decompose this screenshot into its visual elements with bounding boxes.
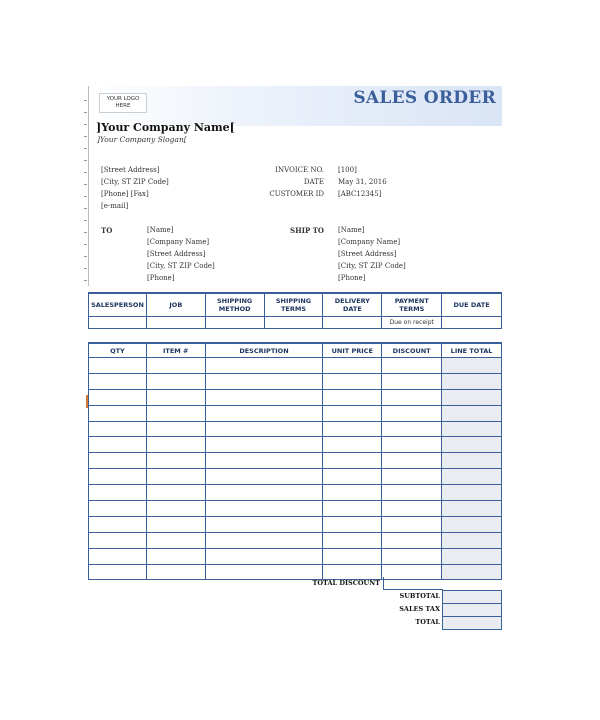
ship-to-phone[interactable]: [Phone] [338, 274, 366, 282]
ship-to-name[interactable]: [Name] [338, 226, 365, 234]
line-item-cell[interactable] [89, 485, 147, 501]
invoice-no-value[interactable]: [100] [338, 166, 357, 174]
table-row [89, 548, 502, 564]
line-item-cell[interactable] [205, 405, 323, 421]
sales-tax-label: SALES TAX [399, 605, 440, 613]
line-items-table [88, 342, 502, 580]
header-line-total: LINE TOTAL [442, 343, 502, 358]
header-discount: DISCOUNT [382, 343, 442, 358]
line-item-cell[interactable] [442, 389, 502, 405]
line-item-cell[interactable] [323, 469, 382, 485]
total-row [88, 616, 502, 629]
line-item-cell[interactable] [442, 501, 502, 517]
ship-to-company[interactable]: [Company Name] [338, 238, 401, 246]
line-item-cell[interactable] [382, 485, 442, 501]
date-value[interactable]: May 31, 2016 [338, 178, 387, 186]
cell-cursor-marker [86, 395, 88, 408]
shipping-method-cell[interactable] [205, 317, 264, 329]
header-payment-terms: PAYMENT TERMS [382, 293, 442, 317]
totals-section [88, 577, 502, 637]
logo-placeholder[interactable]: YOUR LOGO HERE [99, 93, 147, 113]
header-salesperson: SALESPERSON [89, 293, 147, 317]
line-item-cell[interactable] [442, 548, 502, 564]
date-label: DATE [303, 178, 324, 186]
table-row [89, 532, 502, 548]
line-item-cell[interactable] [89, 453, 147, 469]
line-item-cell[interactable] [89, 516, 147, 532]
line-item-cell[interactable] [323, 389, 382, 405]
header-shipping-method: SHIPPING METHOD [205, 293, 264, 317]
line-item-cell[interactable] [146, 532, 205, 548]
table-row [89, 469, 502, 485]
due-date-cell[interactable] [442, 317, 502, 329]
line-item-cell[interactable] [442, 373, 502, 389]
ship-to-label: SHIP TO [290, 226, 324, 235]
line-item-cell[interactable] [89, 501, 147, 517]
total-discount-row [88, 577, 502, 590]
line-item-cell[interactable] [442, 358, 502, 374]
line-item-cell[interactable] [146, 453, 205, 469]
total-cell[interactable] [442, 616, 502, 630]
line-item-cell[interactable] [146, 437, 205, 453]
ship-to-city[interactable]: [City, ST ZIP Code] [338, 262, 406, 270]
sales-tax-row [88, 603, 502, 616]
document-title: SALES ORDER [353, 88, 496, 108]
table-row [89, 358, 502, 374]
line-item-cell[interactable] [442, 405, 502, 421]
total-discount-label: TOTAL DISCOUNT [312, 579, 380, 587]
delivery-date-cell[interactable] [323, 317, 382, 329]
line-item-cell[interactable] [146, 548, 205, 564]
to-city[interactable]: [City, ST ZIP Code] [147, 262, 215, 270]
line-item-cell[interactable] [146, 389, 205, 405]
margin-ticks [84, 90, 88, 290]
line-item-cell[interactable] [382, 516, 442, 532]
salesperson-cell[interactable] [89, 317, 147, 329]
line-item-cell[interactable] [89, 405, 147, 421]
subtotal-cell[interactable] [442, 590, 502, 604]
line-item-cell[interactable] [382, 405, 442, 421]
line-item-cell[interactable] [205, 437, 323, 453]
line-item-cell[interactable] [205, 485, 323, 501]
company-city[interactable]: [City, ST ZIP Code] [101, 178, 169, 186]
line-item-cell[interactable] [382, 389, 442, 405]
line-item-cell[interactable] [323, 373, 382, 389]
line-item-cell[interactable] [382, 469, 442, 485]
company-phone-fax[interactable]: [Phone] [Fax] [101, 190, 149, 198]
to-name[interactable]: [Name] [147, 226, 174, 234]
line-item-cell[interactable] [323, 405, 382, 421]
line-item-cell[interactable] [323, 485, 382, 501]
line-item-cell[interactable] [89, 532, 147, 548]
subtotal-row [88, 590, 502, 603]
company-street[interactable]: [Street Address] [101, 166, 160, 174]
line-item-cell[interactable] [205, 421, 323, 437]
company-slogan[interactable]: ]Your Company Slogan[ [97, 135, 187, 144]
line-item-cell[interactable] [89, 421, 147, 437]
line-item-cell[interactable] [146, 516, 205, 532]
line-item-cell[interactable] [323, 421, 382, 437]
line-item-cell[interactable] [382, 421, 442, 437]
line-item-cell[interactable] [323, 453, 382, 469]
ship-to-street[interactable]: [Street Address] [338, 250, 397, 258]
line-item-cell[interactable] [442, 437, 502, 453]
table-row [89, 501, 502, 517]
line-item-cell[interactable] [205, 389, 323, 405]
line-item-cell[interactable] [442, 532, 502, 548]
line-item-cell[interactable] [146, 501, 205, 517]
table-row [89, 485, 502, 501]
to-label: TO [101, 226, 113, 235]
header-shipping-terms: SHIPPING TERMS [264, 293, 323, 317]
payment-terms-cell[interactable]: Due on receipt [382, 317, 442, 329]
to-street[interactable]: [Street Address] [147, 250, 206, 258]
line-item-cell[interactable] [382, 373, 442, 389]
invoice-no-label: INVOICE NO. [275, 166, 324, 174]
table-row [89, 437, 502, 453]
line-item-cell[interactable] [382, 437, 442, 453]
table-row [89, 453, 502, 469]
line-item-cell[interactable] [89, 469, 147, 485]
customer-id-value[interactable]: [ABC12345] [338, 190, 382, 198]
line-item-cell[interactable] [323, 532, 382, 548]
line-item-cell[interactable] [323, 501, 382, 517]
line-item-cell[interactable] [323, 516, 382, 532]
subtotal-label: SUBTOTAL [399, 592, 440, 600]
job-cell[interactable] [146, 317, 205, 329]
company-email[interactable]: [e-mail] [101, 202, 129, 210]
line-item-cell[interactable] [323, 548, 382, 564]
line-item-cell[interactable] [89, 437, 147, 453]
table-row [89, 405, 502, 421]
table-row [89, 373, 502, 389]
line-item-cell[interactable] [382, 548, 442, 564]
line-item-cell[interactable] [146, 373, 205, 389]
line-item-cell[interactable] [323, 437, 382, 453]
line-item-cell[interactable] [442, 453, 502, 469]
to-phone[interactable]: [Phone] [147, 274, 175, 282]
line-item-cell[interactable] [146, 469, 205, 485]
header-delivery-date: DELIVERY DATE [323, 293, 382, 317]
company-name[interactable]: ]Your Company Name[ [96, 121, 235, 134]
header-item-number: ITEM # [146, 343, 205, 358]
header-job: JOB [146, 293, 205, 317]
line-item-cell[interactable] [146, 485, 205, 501]
line-item-cell[interactable] [382, 453, 442, 469]
line-item-cell[interactable] [205, 516, 323, 532]
line-item-cell[interactable] [146, 358, 205, 374]
table-row [89, 421, 502, 437]
sales-tax-cell[interactable] [442, 603, 502, 617]
line-item-cell[interactable] [89, 548, 147, 564]
shipping-terms-cell[interactable] [264, 317, 323, 329]
line-item-cell[interactable] [205, 501, 323, 517]
line-item-cell[interactable] [205, 532, 323, 548]
line-item-cell[interactable] [146, 421, 205, 437]
line-item-cell[interactable] [442, 485, 502, 501]
line-item-cell[interactable] [205, 373, 323, 389]
customer-id-label: CUSTOMER ID [269, 190, 324, 198]
table-row [89, 516, 502, 532]
line-item-cell[interactable] [205, 358, 323, 374]
total-label: TOTAL [415, 618, 440, 626]
line-item-cell[interactable] [205, 453, 323, 469]
line-item-cell[interactable] [382, 358, 442, 374]
line-item-cell[interactable] [205, 469, 323, 485]
order-info-table [88, 292, 502, 329]
line-item-cell[interactable] [89, 373, 147, 389]
line-item-cell[interactable] [323, 358, 382, 374]
total-discount-cell[interactable] [383, 577, 443, 590]
line-item-cell[interactable] [442, 516, 502, 532]
header-unit-price: UNIT PRICE [323, 343, 382, 358]
header-due-date: DUE DATE [442, 293, 502, 317]
line-item-cell[interactable] [442, 421, 502, 437]
line-item-cell[interactable] [89, 358, 147, 374]
header-qty: QTY [89, 343, 147, 358]
header-description: DESCRIPTION [205, 343, 323, 358]
line-item-cell[interactable] [382, 532, 442, 548]
line-item-cell[interactable] [442, 469, 502, 485]
line-item-cell[interactable] [382, 501, 442, 517]
table-row [89, 389, 502, 405]
line-item-cell[interactable] [146, 405, 205, 421]
to-company[interactable]: [Company Name] [147, 238, 210, 246]
line-item-cell[interactable] [205, 548, 323, 564]
line-item-cell[interactable] [89, 389, 147, 405]
